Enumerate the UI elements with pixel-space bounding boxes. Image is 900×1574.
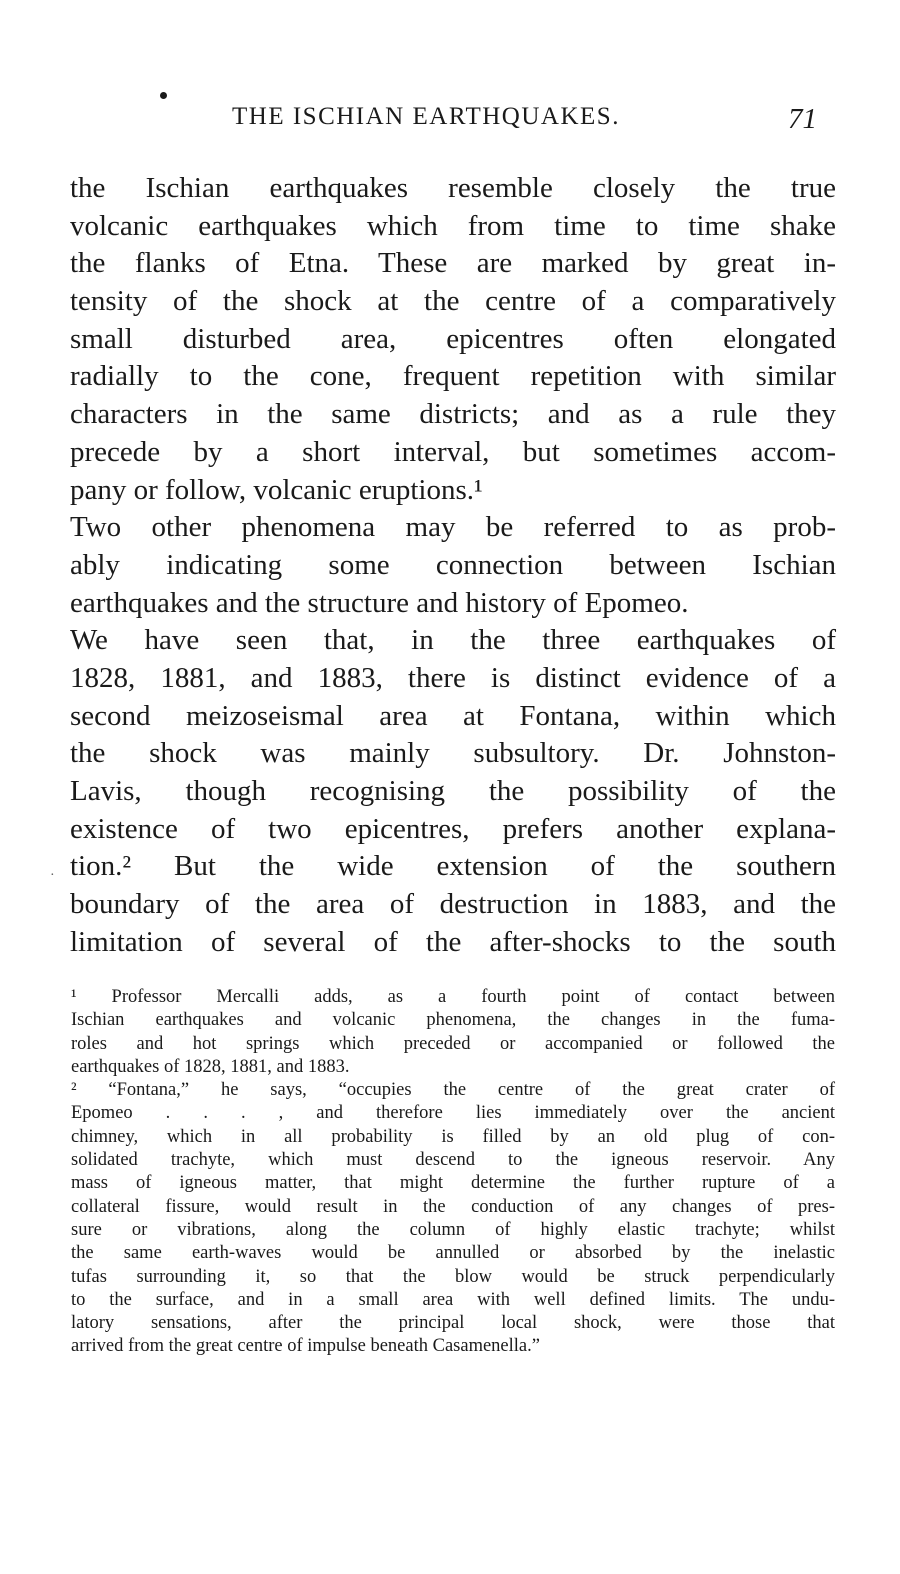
ink-dot (160, 92, 167, 99)
page-number: 71 (788, 103, 817, 135)
text-line: the Ischian earthquakes resemble closely the true (70, 172, 836, 204)
footnote-line: tufas surrounding it, so that the blow would be struck perpendicularly (71, 1266, 835, 1287)
text-line: pany or follow, volcanic eruptions.¹ (70, 473, 483, 506)
text-line: earthquakes and the structure and history of Epomeo. (70, 586, 689, 619)
text-line: 1828, 1881, and 1883, there is distinct evidence of a (70, 661, 836, 694)
main-text (70, 170, 836, 961)
running-title: THE ISCHIAN EARTHQUAKES. (232, 103, 620, 130)
text-line: limitation of several of the after-shocks to the south (70, 925, 836, 958)
footnote-line: mass of igneous matter, that might determine the further rupture of a (71, 1173, 835, 1194)
footnote-line: roles and hot springs which preceded or accompanied or followed the (71, 1033, 835, 1054)
footnote-line: arrived from the great centre of impulse beneath Casamenella.” (71, 1336, 540, 1357)
margin-mark: · (50, 868, 55, 883)
footnote-line: latory sensations, after the principal local shock, were those that (71, 1313, 835, 1334)
text-line: Two other phenomena may be referred to as prob- (70, 511, 836, 544)
text-line: small disturbed area, epicentres often elongated (70, 322, 836, 355)
text-line: characters in the same districts; and as a rule they (70, 398, 836, 431)
page-header (0, 103, 900, 143)
text-line: radially to the cone, frequent repetition with similar (70, 360, 836, 393)
text-line: boundary of the area of destruction in 1883, and the (70, 888, 836, 921)
text-line: volcanic earthquakes which from time to time shake (70, 209, 836, 242)
footnote-line: earthquakes of 1828, 1881, and 1883. (71, 1056, 350, 1077)
footnote-line: the same earth-waves would be annulled or absorbed by the inelastic (71, 1243, 835, 1264)
text-line: the shock was mainly subsultory. Dr. Johnston- (70, 737, 836, 770)
text-line: tensity of the shock at the centre of a comparatively (70, 285, 836, 318)
text-line: second meizoseismal area at Fontana, within which (70, 699, 836, 732)
text-line: the flanks of Etna. These are marked by great in- (70, 247, 836, 280)
text-line: ably indicating some connection between Ischian (70, 548, 836, 581)
footnote-line: to the surface, and in a small area with well defined limits. The undu- (71, 1289, 835, 1310)
footnote-line: sure or vibrations, along the column of highly elastic trachyte; whilst (71, 1219, 835, 1240)
footnotes (71, 986, 835, 1359)
text-line: existence of two epicentres, prefers another explana- (70, 812, 836, 845)
text-line: tion.² But the wide extension of the southern (70, 850, 836, 883)
footnote-line: Ischian earthquakes and volcanic phenomena, the changes in the fuma- (71, 1010, 835, 1031)
footnote-line: Epomeo . . . , and therefore lies immediately over the ancient (71, 1103, 835, 1124)
footnote-line: ² “Fontana,” he says, “occupies the centre of the great crater of (71, 1080, 835, 1101)
text-line: Lavis, though recognising the possibility of the (70, 775, 836, 807)
footnote-line: chimney, which in all probability is filled by an old plug of con- (71, 1126, 835, 1147)
footnote-line: collateral fissure, would result in the conduction of any changes of pres- (71, 1196, 835, 1217)
text-line: precede by a short interval, but sometimes accom- (70, 435, 836, 468)
footnote-line: solidated trachyte, which must descend to the igneous reservoir. Any (71, 1150, 835, 1171)
footnote-line: ¹ Professor Mercalli adds, as a fourth point of contact between (71, 987, 835, 1007)
text-line: We have seen that, in the three earthquakes of (70, 624, 836, 657)
